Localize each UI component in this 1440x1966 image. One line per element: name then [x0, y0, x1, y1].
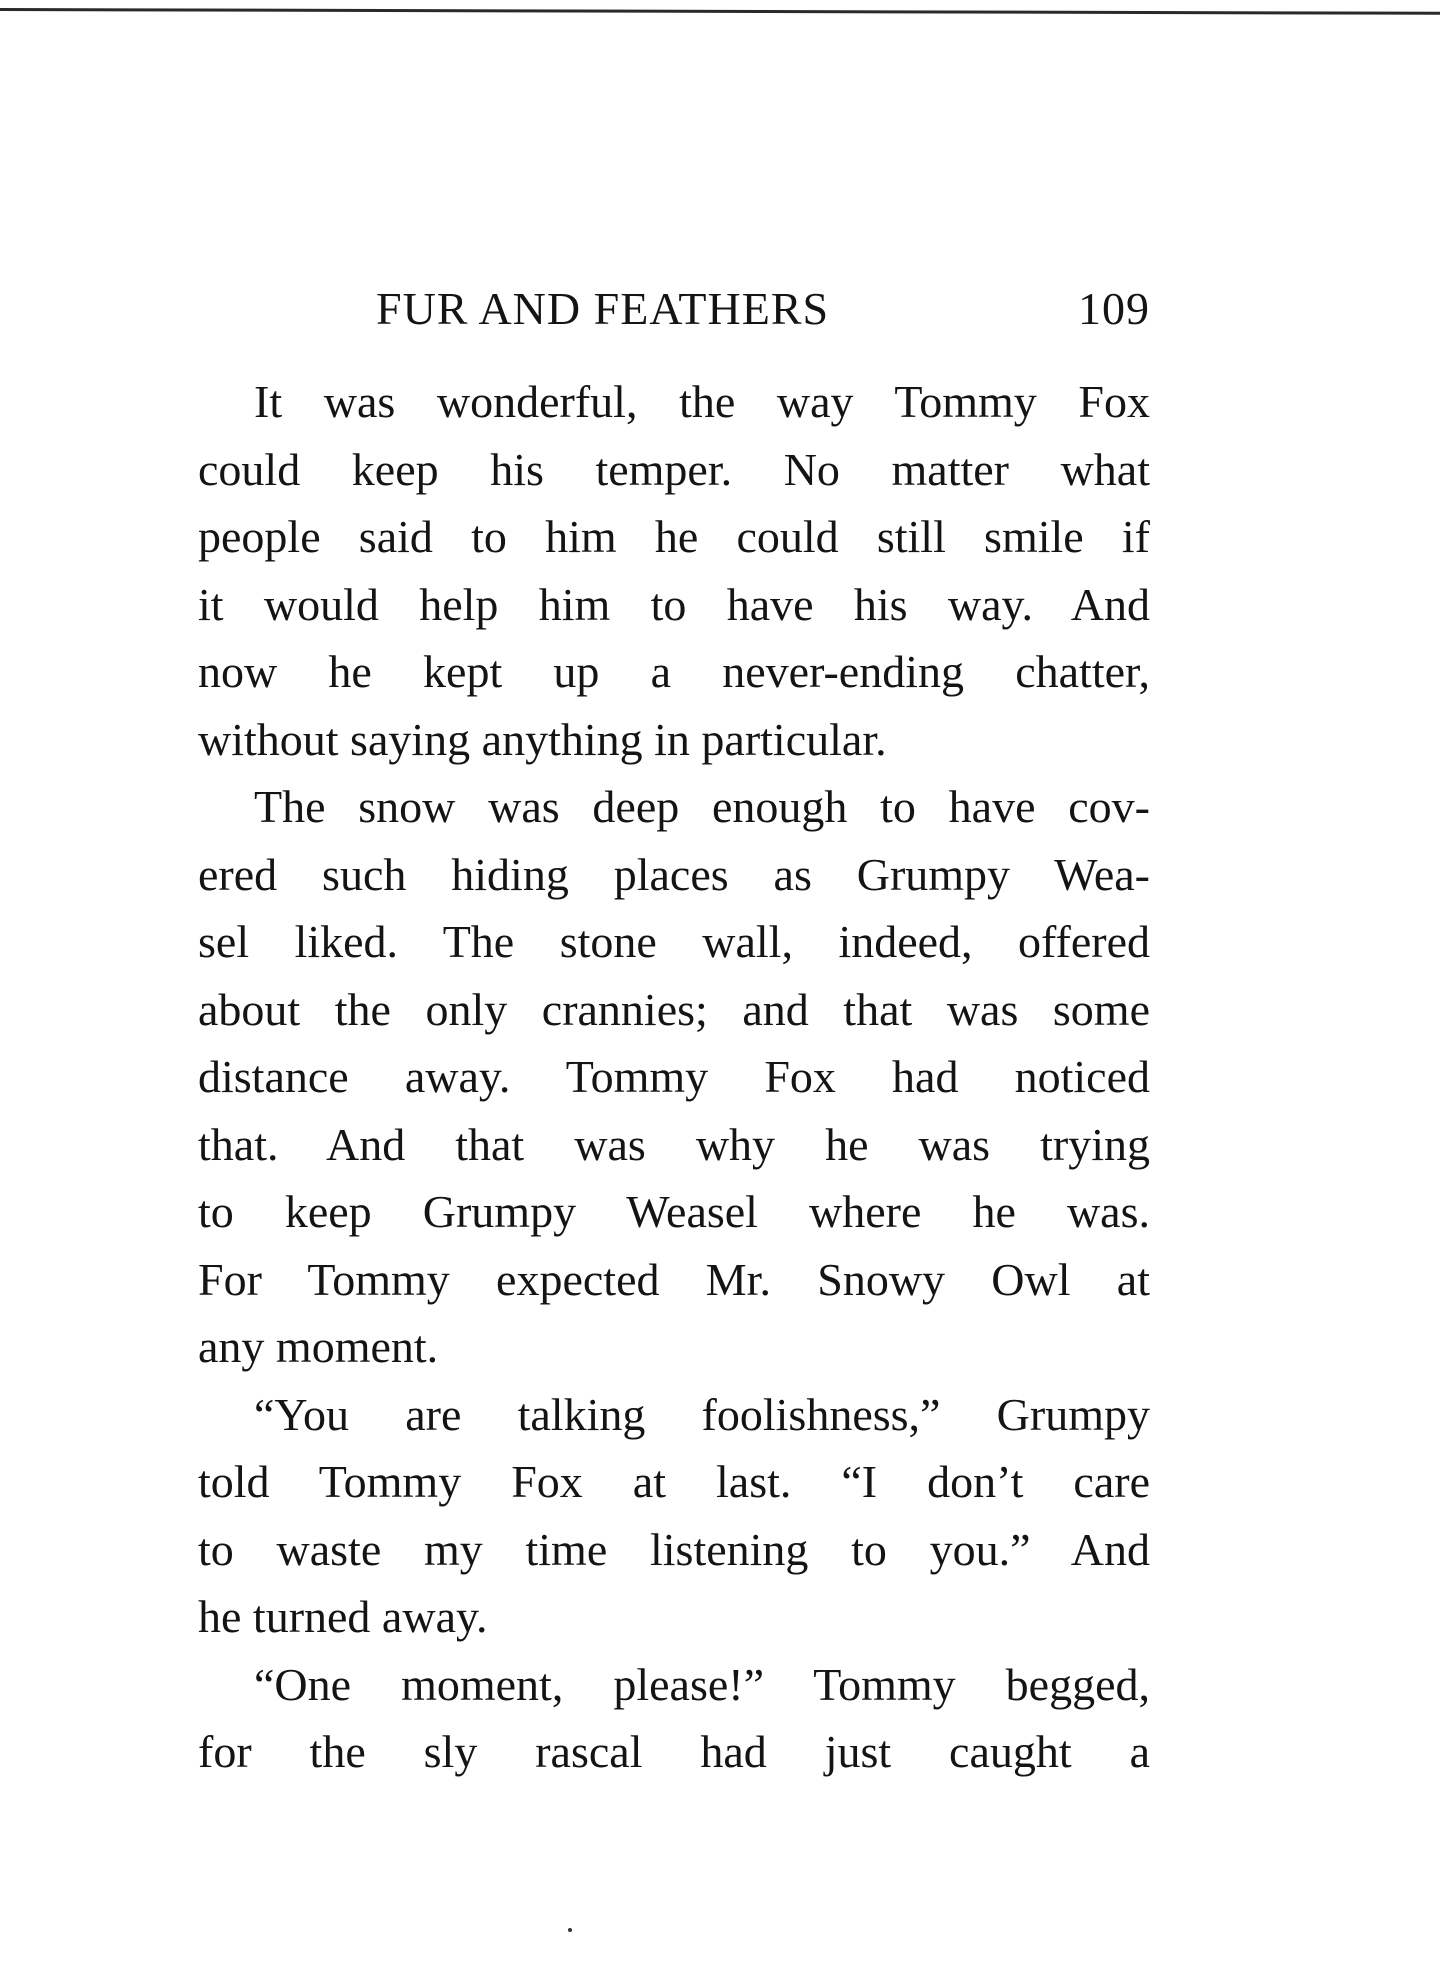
- text-line: now he kept up a never-ending chatter,: [198, 646, 1150, 697]
- paragraph-1: [198, 368, 1150, 773]
- text-line: It was wonderful, the way Tommy Fox: [254, 376, 1150, 427]
- text-line: sel liked. The stone wall, indeed, offered: [198, 916, 1150, 967]
- text-line: he turned away.: [198, 1591, 488, 1642]
- text-line: people said to him he could still smile if: [198, 511, 1150, 562]
- paragraph-4: [198, 1651, 1150, 1786]
- running-head-title: FUR AND FEATHERS: [376, 283, 830, 334]
- text-line: “One moment, please!” Tommy begged,: [254, 1658, 1150, 1710]
- book-page: [198, 282, 1150, 1786]
- text-line: ered such hiding places as Grumpy Wea-: [198, 848, 1150, 900]
- text-line: distance away. Tommy Fox had noticed: [198, 1051, 1150, 1102]
- text-line: about the only crannies; and that was some: [198, 983, 1150, 1035]
- ink-speck: [568, 1928, 572, 1932]
- page-number: 109: [1078, 283, 1150, 334]
- body-text: [198, 368, 1150, 1786]
- text-line: that. And that was why he was trying: [198, 1118, 1150, 1170]
- running-head: [198, 282, 1150, 348]
- text-line: for the sly rascal had just caught a: [198, 1726, 1150, 1777]
- text-line: to waste my time listening to you.” And: [198, 1523, 1150, 1575]
- paragraph-3: [198, 1381, 1150, 1651]
- text-line: without saying anything in particular.: [198, 713, 887, 765]
- text-line: it would help him to have his way. And: [198, 578, 1150, 630]
- paragraph-2: [198, 773, 1150, 1381]
- text-line: any moment.: [198, 1321, 439, 1372]
- text-line: For Tommy expected Mr. Snowy Owl at: [198, 1253, 1150, 1305]
- text-line: to keep Grumpy Weasel where he was.: [198, 1186, 1150, 1237]
- text-line: told Tommy Fox at last. “I don’t care: [198, 1456, 1150, 1507]
- text-line: The snow was deep enough to have cov-: [254, 781, 1150, 832]
- text-line: “You are talking foolishness,” Grumpy: [254, 1388, 1150, 1440]
- text-line: could keep his temper. No matter what: [198, 443, 1150, 495]
- top-edge-rule: [0, 8, 1440, 15]
